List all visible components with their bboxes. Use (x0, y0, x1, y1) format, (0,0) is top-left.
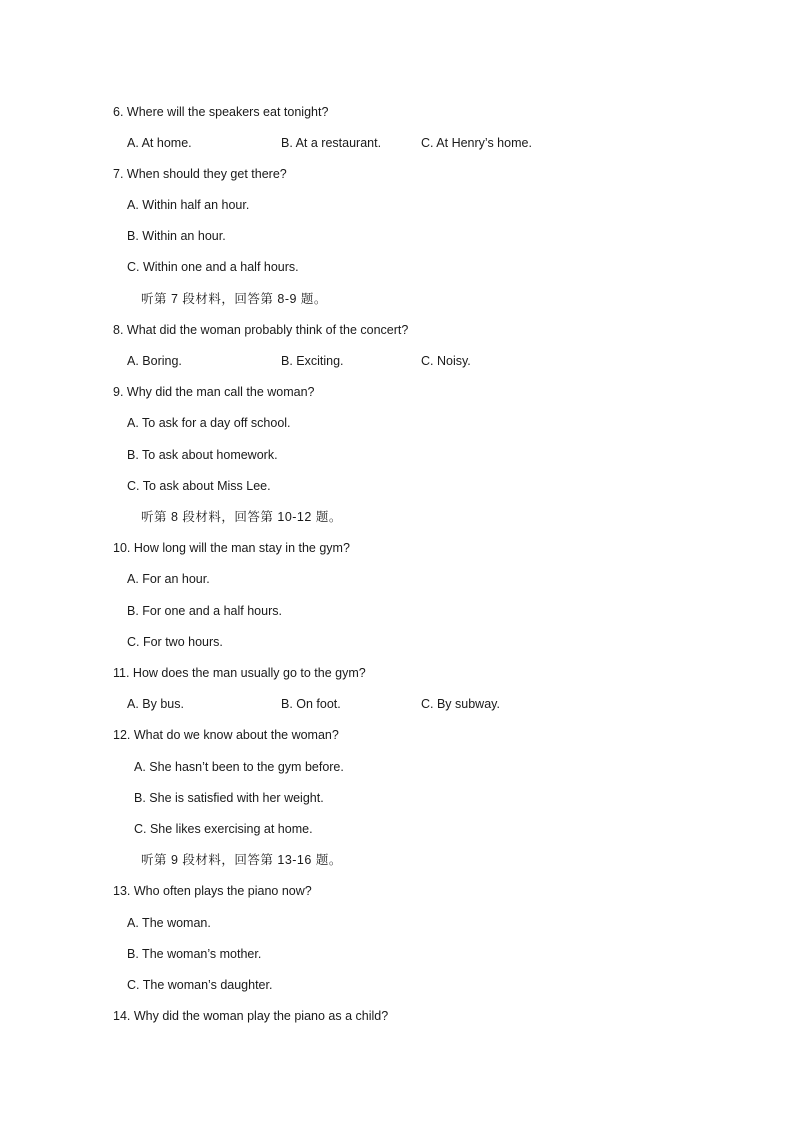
section-heading-8: 听第 8 段材料，回答第 10-12 题。 (141, 510, 342, 524)
q8-option-b: B. Exciting. (281, 354, 344, 368)
q9-option-a: A. To ask for a day off school. (127, 416, 291, 430)
q8-option-c: C. Noisy. (421, 354, 471, 368)
q7-option-c: C. Within one and a half hours. (127, 260, 299, 274)
q7-option-b: B. Within an hour. (127, 229, 226, 243)
q9-option-b: B. To ask about homework. (127, 448, 278, 462)
q10-option-a: A. For an hour. (127, 572, 210, 586)
question-12: 12. What do we know about the woman? (113, 728, 339, 742)
question-13: 13. Who often plays the piano now? (113, 884, 312, 898)
q12-option-a: A. She hasn’t been to the gym before. (134, 760, 344, 774)
q13-option-c: C. The woman’s daughter. (127, 978, 273, 992)
q6-option-b: B. At a restaurant. (281, 136, 382, 150)
q8-option-a: A. Boring. (127, 354, 182, 368)
question-6: 6. Where will the speakers eat tonight? (113, 105, 329, 119)
section-heading-7: 听第 7 段材料，回答第 8-9 题。 (141, 292, 327, 306)
question-11: 11. How does the man usually go to the gym? (113, 666, 366, 680)
q12-option-b: B. She is satisfied with her weight. (134, 791, 324, 805)
q11-option-b: B. On foot. (281, 697, 341, 711)
question-7: 7. When should they get there? (113, 167, 287, 181)
q6-option-c: C. At Henry’s home. (421, 136, 532, 150)
q7-option-a: A. Within half an hour. (127, 198, 250, 212)
q12-option-c: C. She likes exercising at home. (134, 822, 313, 836)
q10-option-c: C. For two hours. (127, 635, 223, 649)
q10-option-b: B. For one and a half hours. (127, 604, 282, 618)
question-10: 10. How long will the man stay in the gym? (113, 541, 350, 555)
question-9: 9. Why did the man call the woman? (113, 385, 315, 399)
q13-option-b: B. The woman’s mother. (127, 947, 262, 961)
q9-option-c: C. To ask about Miss Lee. (127, 479, 271, 493)
section-heading-9: 听第 9 段材料，回答第 13-16 题。 (141, 853, 342, 867)
q11-option-c: C. By subway. (421, 697, 500, 711)
q11-option-a: A. By bus. (127, 697, 184, 711)
q13-option-a: A. The woman. (127, 916, 211, 930)
question-14: 14. Why did the woman play the piano as a child? (113, 1009, 389, 1023)
q6-option-a: A. At home. (127, 136, 192, 150)
question-8: 8. What did the woman probably think of the concert? (113, 323, 409, 337)
